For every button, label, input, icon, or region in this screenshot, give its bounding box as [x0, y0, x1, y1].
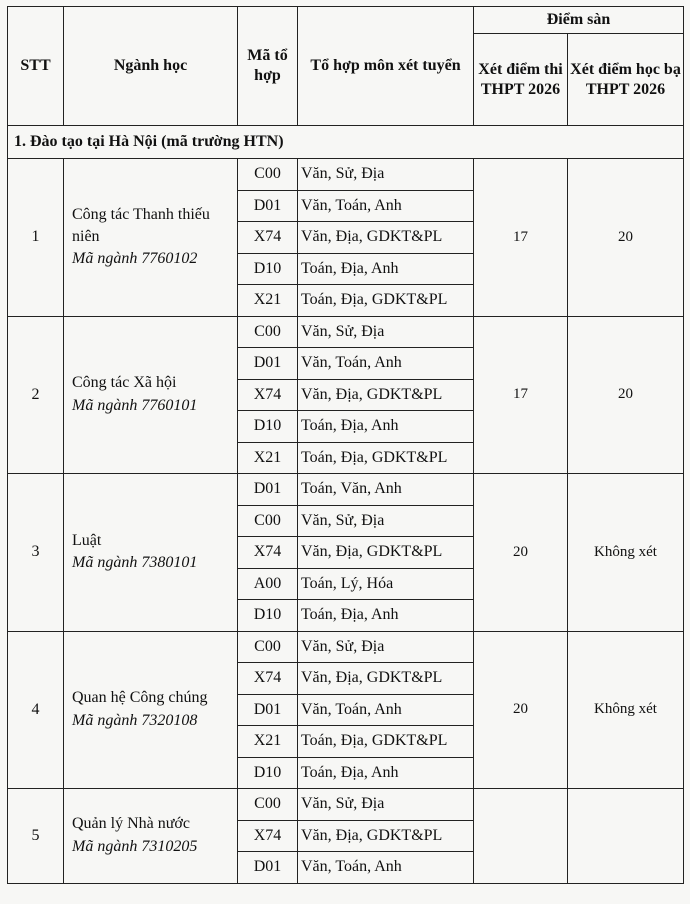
transcript-score-cell: Không xét [568, 631, 684, 789]
combo-code-cell: X74 [238, 379, 298, 411]
combo-code-cell: C00 [238, 505, 298, 537]
major-cell [64, 474, 238, 632]
stt-cell: 1 [8, 159, 64, 317]
header-stt: STT [8, 7, 64, 126]
subjects-cell: Văn, Địa, GDKT&PL [298, 379, 474, 411]
table-row [8, 631, 684, 663]
table-row [8, 474, 684, 506]
header-floor-score: Điểm sàn [474, 7, 684, 34]
subjects-cell: Văn, Toán, Anh [298, 852, 474, 884]
header-combo-code: Mã tổ hợp [238, 7, 298, 126]
stt-cell: 3 [8, 474, 64, 632]
combo-code-cell: X21 [238, 726, 298, 758]
major-name: Quan hệ Công chúng [72, 689, 208, 707]
combo-code-cell: X21 [238, 285, 298, 317]
subjects-cell: Toán, Địa, GDKT&PL [298, 285, 474, 317]
thpt-score-cell: 17 [474, 159, 568, 317]
combo-code-cell: D10 [238, 253, 298, 285]
subjects-cell: Văn, Sử, Địa [298, 159, 474, 191]
header-major: Ngành học [64, 7, 238, 126]
combo-code-cell: C00 [238, 631, 298, 663]
subjects-cell: Văn, Địa, GDKT&PL [298, 820, 474, 852]
subjects-cell: Toán, Địa, Anh [298, 600, 474, 632]
combo-code-cell: A00 [238, 568, 298, 600]
table-row [8, 316, 684, 348]
combo-code-cell: D01 [238, 852, 298, 884]
table-row [8, 789, 684, 821]
subjects-cell: Toán, Địa, GDKT&PL [298, 726, 474, 758]
subjects-cell: Văn, Sử, Địa [298, 789, 474, 821]
stt-cell: 2 [8, 316, 64, 474]
table-row [8, 159, 684, 191]
subjects-cell: Toán, Địa, Anh [298, 411, 474, 443]
subjects-cell: Toán, Địa, Anh [298, 757, 474, 789]
subjects-cell: Toán, Lý, Hóa [298, 568, 474, 600]
stt-cell: 4 [8, 631, 64, 789]
combo-code-cell: C00 [238, 159, 298, 191]
thpt-score-cell: 20 [474, 631, 568, 789]
combo-code-cell: X74 [238, 537, 298, 569]
major-code: Mã ngành 7760102 [72, 250, 198, 268]
major-name: Công tác Xã hội [72, 374, 177, 392]
transcript-score-cell: Không xét [568, 474, 684, 632]
subjects-cell: Văn, Sử, Địa [298, 505, 474, 537]
major-cell [64, 316, 238, 474]
subjects-cell: Văn, Địa, GDKT&PL [298, 663, 474, 695]
subjects-cell: Toán, Văn, Anh [298, 474, 474, 506]
major-code: Mã ngành 7320108 [72, 711, 198, 729]
major-name: Công tác Thanh thiếu niên [72, 205, 210, 246]
major-name: Quản lý Nhà nước [72, 815, 190, 833]
section-heading: 1. Đào tạo tại Hà Nội (mã trường HTN) [8, 126, 684, 159]
major-cell [64, 159, 238, 317]
combo-code-cell: D01 [238, 474, 298, 506]
subjects-cell: Văn, Toán, Anh [298, 694, 474, 726]
stt-cell: 5 [8, 789, 64, 884]
subjects-cell: Văn, Toán, Anh [298, 348, 474, 380]
header-subjects: Tổ hợp môn xét tuyển [298, 7, 474, 126]
combo-code-cell: X74 [238, 820, 298, 852]
subjects-cell: Toán, Địa, GDKT&PL [298, 442, 474, 474]
major-cell [64, 631, 238, 789]
combo-code-cell: D10 [238, 411, 298, 443]
major-code: Mã ngành 7760101 [72, 396, 198, 414]
transcript-score-cell [568, 789, 684, 884]
header-transcript: Xét điểm học bạ THPT 2026 [568, 34, 684, 126]
combo-code-cell: D10 [238, 600, 298, 632]
combo-code-cell: D01 [238, 348, 298, 380]
major-cell [64, 789, 238, 884]
thpt-score-cell: 20 [474, 474, 568, 632]
subjects-cell: Toán, Địa, Anh [298, 253, 474, 285]
subjects-cell: Văn, Địa, GDKT&PL [298, 222, 474, 254]
combo-code-cell: D10 [238, 757, 298, 789]
combo-code-cell: C00 [238, 789, 298, 821]
transcript-score-cell: 20 [568, 316, 684, 474]
combo-code-cell: D01 [238, 190, 298, 222]
transcript-score-cell: 20 [568, 159, 684, 317]
major-code: Mã ngành 7380101 [72, 554, 198, 572]
combo-code-cell: D01 [238, 694, 298, 726]
combo-code-cell: C00 [238, 316, 298, 348]
subjects-cell: Văn, Địa, GDKT&PL [298, 537, 474, 569]
combo-code-cell: X74 [238, 222, 298, 254]
admission-table [7, 6, 684, 884]
thpt-score-cell: 17 [474, 316, 568, 474]
combo-code-cell: X74 [238, 663, 298, 695]
major-code: Mã ngành 7310205 [72, 837, 198, 855]
thpt-score-cell [474, 789, 568, 884]
combo-code-cell: X21 [238, 442, 298, 474]
header-thpt-exam: Xét điểm thi THPT 2026 [474, 34, 568, 126]
subjects-cell: Văn, Toán, Anh [298, 190, 474, 222]
subjects-cell: Văn, Sử, Địa [298, 631, 474, 663]
major-name: Luật [72, 531, 102, 549]
subjects-cell: Văn, Sử, Địa [298, 316, 474, 348]
